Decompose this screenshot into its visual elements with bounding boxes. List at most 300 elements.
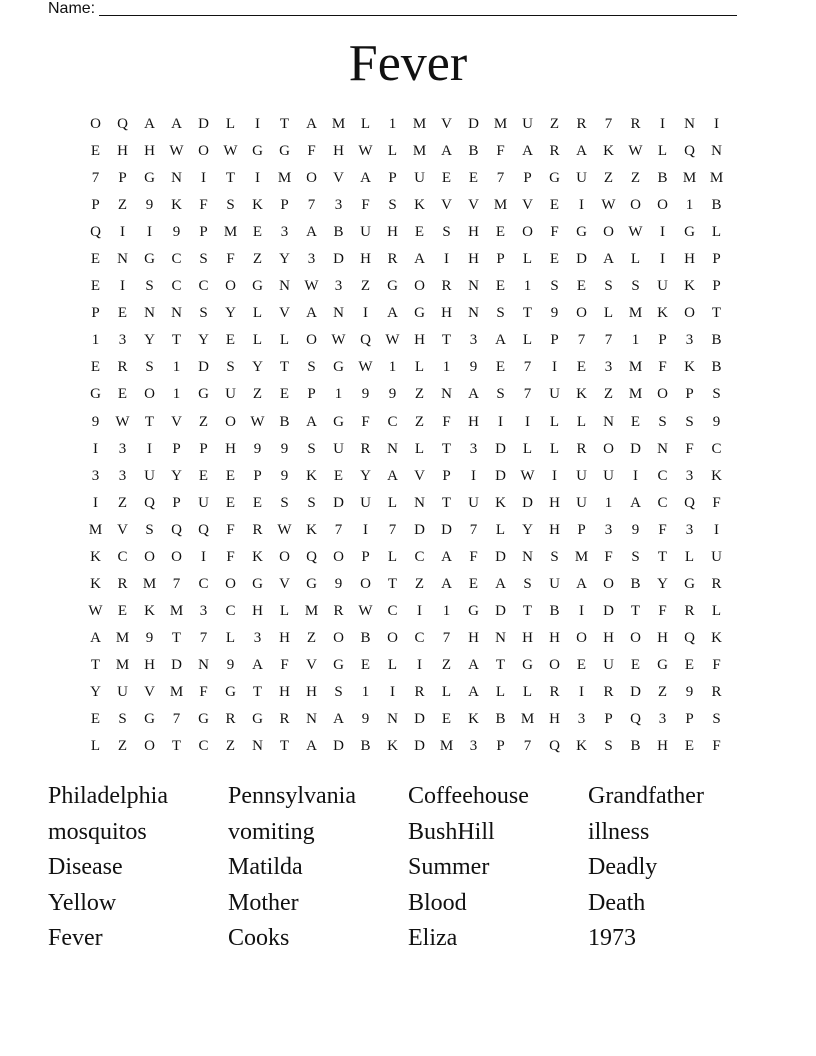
grid-cell: S [442,224,451,241]
grid-cell: E [90,143,101,160]
grid-cell: I [579,683,584,700]
grid-cell: I [363,305,368,322]
grid-cell: 1 [685,197,694,214]
grid-cell: E [90,278,101,295]
grid-cell: 3 [118,440,127,457]
grid-cell: M [439,738,454,755]
grid-cell: R [684,602,695,619]
grid-cell: S [145,521,154,538]
grid-cell: O [225,575,236,592]
grid-cell: B [711,197,722,214]
grid-cell: B [333,224,344,241]
grid-cell: A [252,656,263,673]
grid-cell: V [171,413,182,430]
grid-cell: C [414,548,425,565]
grid-cell: G [468,602,479,619]
word-list-item: Coffeehouse [408,783,529,809]
grid-cell: P [496,251,505,268]
grid-cell: S [280,494,289,511]
grid-cell: V [279,575,290,592]
grid-cell: A [414,251,425,268]
grid-cell: T [630,602,641,619]
grid-cell: M [169,683,184,700]
grid-cell: I [498,413,503,430]
grid-cell: U [144,467,155,484]
grid-cell: 9 [361,386,370,403]
grid-cell: R [360,440,371,457]
grid-cell: R [603,683,614,700]
grid-cell: 3 [91,467,100,484]
grid-cell: 3 [658,711,667,728]
grid-cell: L [279,602,290,619]
grid-cell: W [601,197,616,214]
grid-cell: Y [144,332,155,349]
grid-cell: C [198,738,209,755]
grid-cell: 3 [334,278,343,295]
grid-cell: U [468,494,479,511]
grid-cell: U [576,170,587,187]
grid-cell: O [144,548,155,565]
grid-cell: U [711,548,722,565]
grid-cell: R [225,711,236,728]
grid-cell: E [441,170,452,187]
grid-cell: O [333,548,344,565]
grid-cell: B [360,738,371,755]
grid-cell: S [307,359,316,376]
grid-cell: 9 [226,656,235,673]
grid-cell: B [549,602,560,619]
grid-cell: K [414,197,425,214]
grid-cell: W [115,413,130,430]
grid-cell: A [333,711,344,728]
grid-cell: F [712,656,721,673]
grid-cell: I [660,224,665,241]
grid-cell: R [576,116,587,132]
grid-cell: Q [360,332,371,349]
grid-cell: N [171,170,182,187]
grid-cell: R [711,683,722,700]
grid-cell: S [199,251,208,268]
grid-cell: E [495,278,506,295]
letter-grid [82,111,730,760]
grid-cell: O [171,548,182,565]
grid-cell: 1 [388,116,397,132]
grid-cell: I [417,602,422,619]
grid-cell: E [576,278,587,295]
grid-cell: W [304,278,319,295]
grid-cell: 1 [442,359,451,376]
grid-cell: Z [306,629,317,646]
grid-cell: Y [171,467,182,484]
grid-cell: O [630,197,641,214]
grid-cell: D [198,116,209,132]
grid-cell: B [630,575,641,592]
grid-cell: W [223,143,238,160]
grid-cell: E [468,575,479,592]
grid-cell: K [387,738,398,755]
grid-cell: S [550,278,559,295]
grid-cell: T [522,305,533,322]
grid-cell: K [252,197,263,214]
grid-cell: Z [603,170,614,187]
grid-cell: L [495,683,506,700]
grid-cell: H [279,629,290,646]
grid-cell: F [226,521,235,538]
grid-cell: H [387,224,398,241]
grid-cell: F [199,683,208,700]
grid-cell: O [549,656,560,673]
grid-cell: W [520,467,535,484]
grid-cell: L [684,548,695,565]
grid-cell: N [657,440,668,457]
grid-cell: D [414,711,425,728]
word-list-item: vomiting [228,818,315,845]
grid-cell: D [522,494,533,511]
grid-cell: D [495,602,506,619]
grid-cell: R [630,116,641,132]
grid-cell: C [657,467,668,484]
grid-cell: 1 [388,359,397,376]
grid-cell: G [144,170,155,187]
grid-cell: R [333,602,344,619]
grid-cell: G [252,278,263,295]
grid-cell: L [414,359,425,376]
grid-cell: S [712,386,721,403]
grid-cell: E [198,467,209,484]
grid-cell: M [682,170,697,187]
grid-cell: A [306,116,317,132]
grid-cell: T [279,738,290,755]
grid-cell: 9 [280,467,289,484]
grid-cell: A [522,143,533,160]
grid-cell: G [198,386,209,403]
grid-cell: R [549,143,560,160]
grid-cell: K [468,711,479,728]
grid-cell: G [414,305,425,322]
grid-cell: F [712,494,721,511]
grid-cell: L [576,413,587,430]
grid-cell: B [279,413,290,430]
grid-cell: U [576,494,587,511]
grid-cell: P [712,251,721,268]
grid-cell: Q [90,224,101,241]
grid-cell: I [579,197,584,214]
grid-cell: M [412,143,427,160]
grid-cell: N [252,738,263,755]
grid-cell: E [333,467,344,484]
grid-cell: W [88,602,103,619]
grid-cell: 9 [388,386,397,403]
grid-cell: F [496,143,505,160]
grid-cell: 3 [199,602,208,619]
grid-cell: Z [117,197,128,214]
grid-cell: V [441,116,452,132]
grid-cell: E [414,224,425,241]
grid-cell: Y [225,305,236,322]
grid-cell: O [657,386,668,403]
grid-cell: S [631,278,640,295]
grid-cell: O [603,440,614,457]
grid-cell: H [333,143,344,160]
grid-cell: O [90,116,101,132]
grid-cell: G [252,575,263,592]
grid-cell: 7 [523,738,532,755]
grid-cell: B [495,711,506,728]
grid-cell: S [631,548,640,565]
grid-cell: S [307,494,316,511]
grid-cell: E [225,332,236,349]
grid-cell: C [117,548,128,565]
grid-cell: K [711,467,722,484]
grid-cell: I [390,683,395,700]
grid-cell: I [93,494,98,511]
word-list-item: mosquitos [48,818,147,845]
grid-cell: Q [171,521,182,538]
grid-cell: M [493,197,508,214]
grid-cell: U [549,575,560,592]
grid-cell: U [225,386,236,403]
grid-cell: P [91,305,100,322]
grid-cell: F [658,359,667,376]
grid-cell: T [441,494,452,511]
grid-cell: 9 [280,440,289,457]
grid-cell: Z [414,413,425,430]
grid-cell: G [333,413,344,430]
name-underline [99,14,737,16]
grid-cell: L [225,629,236,646]
grid-cell: G [90,386,101,403]
grid-cell: L [252,305,263,322]
grid-cell: V [441,197,452,214]
grid-cell: P [685,386,694,403]
grid-cell: F [199,197,208,214]
grid-cell: Z [117,738,128,755]
grid-cell: P [577,521,586,538]
grid-cell: S [145,278,154,295]
grid-cell: B [711,359,722,376]
grid-cell: 9 [172,224,181,241]
grid-cell: L [387,656,398,673]
grid-cell: P [388,170,397,187]
grid-cell: 7 [496,170,505,187]
grid-cell: W [358,359,373,376]
grid-cell: 9 [253,440,262,457]
grid-cell: 7 [442,629,451,646]
grid-cell: M [277,170,292,187]
grid-cell: M [493,116,508,132]
grid-cell: D [576,251,587,268]
grid-cell: T [387,575,398,592]
grid-cell: Q [117,116,128,132]
grid-cell: A [576,575,587,592]
word-list [48,779,788,957]
grid-cell: M [412,116,427,132]
grid-cell: I [552,467,557,484]
grid-cell: D [630,440,641,457]
grid-cell: E [117,305,128,322]
grid-cell: Y [252,359,263,376]
grid-cell: H [549,521,560,538]
grid-cell: W [358,143,373,160]
grid-cell: G [144,251,155,268]
grid-cell: A [306,413,317,430]
grid-cell: 7 [523,359,532,376]
grid-cell: W [277,521,292,538]
grid-cell: Z [117,494,128,511]
grid-cell: W [250,413,265,430]
grid-cell: S [523,575,532,592]
grid-cell: O [333,629,344,646]
grid-cell: 7 [172,575,181,592]
grid-cell: 1 [631,332,640,349]
grid-cell: H [684,251,695,268]
name-field [48,0,748,18]
grid-cell: 1 [334,386,343,403]
grid-cell: L [90,738,101,755]
grid-cell: L [630,251,641,268]
grid-cell: F [442,413,451,430]
grid-cell: E [117,386,128,403]
grid-cell: S [145,359,154,376]
grid-cell: 9 [685,683,694,700]
grid-cell: P [172,494,181,511]
grid-cell: M [223,224,238,241]
grid-cell: Z [414,386,425,403]
grid-cell: I [552,359,557,376]
grid-cell: E [252,494,263,511]
grid-cell: O [387,629,398,646]
grid-cell: O [144,386,155,403]
grid-cell: T [441,332,452,349]
grid-cell: H [549,494,560,511]
grid-cell: I [579,602,584,619]
word-list-item: Philadelphia [48,783,168,809]
grid-cell: N [414,494,425,511]
grid-cell: Z [360,278,371,295]
grid-cell: Z [549,116,560,132]
grid-cell: H [225,440,236,457]
grid-cell: 3 [685,332,694,349]
grid-cell: A [603,251,614,268]
word-list-item: Grandfather [588,783,704,809]
grid-cell: C [657,494,668,511]
grid-cell: F [361,197,370,214]
grid-cell: K [576,386,587,403]
grid-cell: E [252,224,263,241]
grid-cell: G [549,170,560,187]
word-list-item: 1973 [588,925,636,951]
grid-cell: S [118,711,127,728]
grid-cell: O [306,332,317,349]
grid-cell: B [360,629,371,646]
word-list-item: Matilda [228,854,303,880]
grid-cell: 7 [604,116,613,132]
grid-cell: K [90,548,101,565]
grid-cell: B [657,170,668,187]
grid-cell: A [441,143,452,160]
grid-cell: S [604,278,613,295]
grid-cell: D [630,683,641,700]
grid-cell: N [387,711,398,728]
grid-cell: 7 [523,386,532,403]
grid-cell: I [93,440,98,457]
grid-cell: K [603,143,614,160]
grid-cell: 9 [145,197,154,214]
grid-cell: E [630,656,641,673]
grid-cell: H [252,602,263,619]
grid-cell: A [144,116,155,132]
grid-cell: I [417,656,422,673]
grid-cell: U [360,494,371,511]
grid-cell: D [603,602,614,619]
grid-cell: 3 [577,711,586,728]
grid-cell: L [387,494,398,511]
grid-cell: U [117,683,128,700]
grid-cell: 3 [469,332,478,349]
grid-cell: H [468,629,479,646]
grid-cell: H [549,711,560,728]
word-list-item: Blood [408,889,467,916]
grid-cell: K [252,548,263,565]
grid-cell: 9 [91,413,100,430]
grid-cell: 7 [172,711,181,728]
grid-cell: G [279,143,290,160]
grid-cell: T [252,683,263,700]
grid-cell: E [549,251,560,268]
grid-cell: G [144,711,155,728]
grid-cell: E [495,224,506,241]
grid-cell: K [306,467,317,484]
grid-cell: N [684,116,695,132]
grid-cell: R [117,575,128,592]
grid-cell: K [576,738,587,755]
grid-cell: I [363,521,368,538]
grid-cell: Z [630,170,641,187]
grid-cell: V [522,197,533,214]
grid-cell: M [304,602,319,619]
grid-cell: O [225,413,236,430]
grid-cell: N [711,143,722,160]
grid-cell: H [468,224,479,241]
word-list-item: Fever [48,925,103,951]
grid-cell: F [280,656,289,673]
grid-cell: G [522,656,533,673]
grid-cell: T [495,656,506,673]
grid-cell: 9 [712,413,721,430]
grid-cell: 9 [550,305,559,322]
grid-cell: S [334,683,343,700]
grid-cell: K [306,521,317,538]
grid-cell: Q [144,494,155,511]
grid-cell: M [115,629,130,646]
grid-cell: I [444,251,449,268]
grid-cell: O [144,738,155,755]
grid-cell: O [279,548,290,565]
grid-cell: 3 [685,467,694,484]
grid-cell: E [90,251,101,268]
grid-cell: 1 [523,278,532,295]
grid-cell: B [630,738,641,755]
grid-cell: Y [657,575,668,592]
grid-cell: E [576,656,587,673]
grid-cell: 9 [145,629,154,646]
grid-cell: 3 [118,467,127,484]
grid-cell: G [333,359,344,376]
grid-cell: L [549,440,560,457]
grid-cell: U [522,116,533,132]
grid-cell: P [172,440,181,457]
grid-cell: Z [657,683,668,700]
